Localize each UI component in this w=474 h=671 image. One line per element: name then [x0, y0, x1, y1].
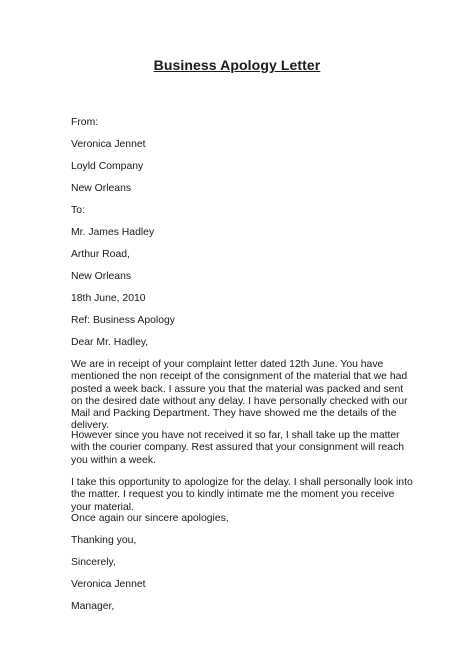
recipient-city: New Orleans: [71, 271, 132, 282]
salutation: Dear Mr. Hadley,: [71, 337, 149, 348]
from-label: From:: [71, 117, 99, 128]
to-label: To:: [71, 205, 85, 216]
sender-name: Veronica Jennet: [71, 139, 146, 150]
thanks-line: Thanking you,: [71, 535, 137, 546]
signature-name: Veronica Jennet: [71, 579, 146, 590]
paragraph-3: I take this opportunity to apologize for the delay. I shall personally look into the matter. I request you to kindly intimate me the moment you receive your material.: [71, 477, 413, 513]
closing-line: Sincerely,: [71, 557, 116, 568]
sender-city: New Orleans: [71, 183, 132, 194]
letter-date: 18th June, 2010: [71, 293, 146, 304]
reference-line: Ref: Business Apology: [71, 315, 175, 326]
recipient-name: Mr. James Hadley: [71, 227, 155, 238]
paragraph-1: We are in receipt of your complaint letter dated 12th June. You have mentioned the non receipt of the consignment of the material that we had posted a week back. I assure you that the material was packed and sent on the desired date without any delay. I have personally checked with our Mail and Packing Department. They have showed me the details of the delivery.: [71, 359, 408, 432]
recipient-street: Arthur Road,: [71, 249, 130, 260]
paragraph-2: However since you have not received it so far, I shall take up the matter with the courier company. Rest assured that your consignment will reach you within a week.: [71, 430, 405, 466]
signature-title: Manager,: [71, 601, 115, 612]
sender-company: Loyld Company: [71, 161, 144, 172]
paragraph-4: Once again our sincere apologies,: [71, 513, 229, 524]
letter-title: Business Apology Letter: [153, 57, 321, 73]
